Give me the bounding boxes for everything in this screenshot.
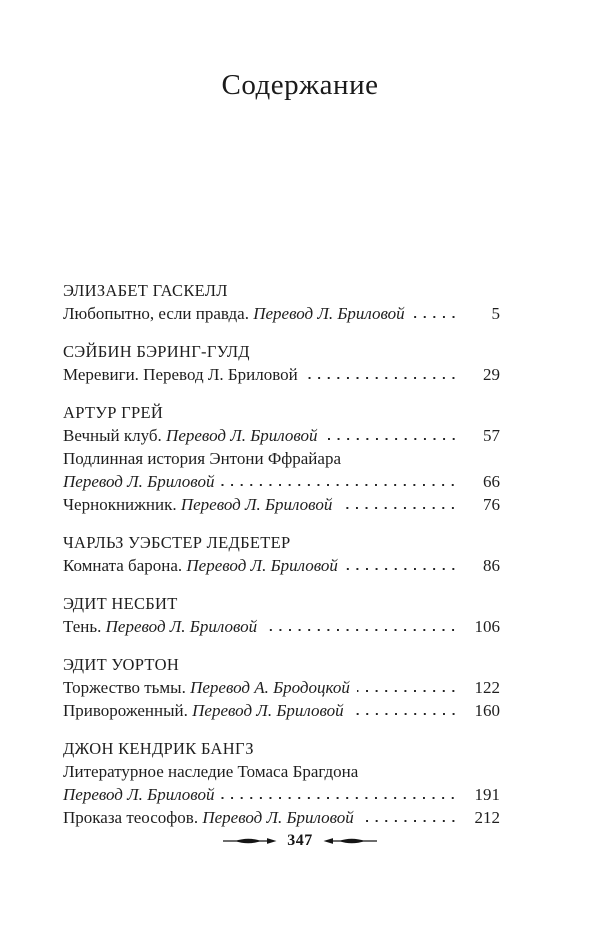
toc-entry-row (63, 493, 500, 516)
toc-entry-row (63, 554, 500, 577)
toc-section (63, 340, 500, 386)
toc-entry-title (63, 493, 332, 516)
toc-page-number: 66 (483, 472, 500, 491)
story-title-text: Тень. (63, 617, 106, 636)
dot-leader (221, 796, 458, 800)
toc-page-number: 191 (474, 785, 500, 804)
toc-section (63, 592, 500, 638)
table-of-contents (63, 279, 500, 829)
story-title-text: Меревиги. Перевод Л. Бриловой (63, 365, 298, 384)
page-title: Содержание (221, 69, 379, 101)
toc-author-heading: ЭДИТ УОРТОН (63, 655, 180, 674)
toc-author-heading: ЭДИТ НЕСБИТ (63, 594, 178, 613)
dot-leader (345, 567, 458, 571)
story-title-text: Подлинная история Энтони Ффрайара (63, 449, 341, 468)
toc-entry-row (63, 676, 500, 699)
toc-entry-row (63, 302, 500, 325)
toc-entry-title (63, 615, 257, 638)
translator-credit: Перевод Л. Бриловой (253, 304, 405, 323)
translator-credit: Перевод Л. Бриловой (105, 617, 258, 636)
toc-page-number: 57 (483, 426, 500, 445)
story-title-text: Вечный клуб. (63, 426, 167, 445)
story-title-text: Привороженный. (63, 701, 193, 720)
toc-entry-row (63, 699, 500, 722)
toc-author-heading: ДЖОН КЕНДРИК БАНГЗ (63, 739, 254, 758)
story-title-text: Литературное наследие Томаса Брагдона (63, 762, 359, 781)
toc-entry-row (63, 783, 500, 806)
dot-leader (357, 689, 458, 693)
toc-entry-row (63, 615, 500, 638)
toc-section (63, 401, 500, 516)
toc-entry-row (63, 447, 500, 470)
dot-leader (351, 712, 458, 716)
toc-entry-title (63, 470, 214, 493)
dot-leader (264, 628, 458, 632)
toc-author-heading: ЧАРЛЬЗ УЭБСТЕР ЛЕДБЕТЕР (63, 533, 291, 552)
dot-leader (361, 819, 458, 823)
dot-leader (339, 506, 458, 510)
toc-page-number: 160 (474, 701, 500, 720)
folio-number: 347 (287, 832, 313, 849)
dot-leader (325, 437, 458, 441)
toc-section (63, 279, 500, 325)
toc-page-number: 212 (474, 808, 500, 827)
toc-entry-title (63, 363, 298, 386)
story-title-text: Проказа теософов. (63, 808, 203, 827)
translator-credit: Перевод Л. Бриловой (166, 426, 318, 445)
toc-page-number: 122 (474, 678, 500, 697)
translator-credit: Перевод Л. Бриловой (202, 808, 354, 827)
toc-section (63, 653, 500, 722)
toc-entry-title (63, 554, 338, 577)
footer-ornament-right-icon (322, 835, 378, 847)
toc-page-number: 5 (491, 304, 500, 323)
toc-section (63, 531, 500, 577)
toc-entry-row (63, 470, 500, 493)
toc-entry-title (63, 806, 354, 829)
toc-section (63, 737, 500, 829)
translator-credit: Перевод Л. Бриловой (63, 472, 215, 491)
story-title-text: Торжество тьмы. (63, 678, 191, 697)
toc-entry-row (63, 424, 500, 447)
toc-page-number: 29 (483, 365, 500, 384)
toc-entry-title (63, 447, 341, 470)
translator-credit: Перевод Л. Бриловой (192, 701, 344, 720)
story-title-text: Любопытно, если правда. (63, 304, 254, 323)
toc-entry-title (63, 424, 318, 447)
toc-entry-row (63, 760, 500, 783)
page-footer (0, 832, 600, 850)
translator-credit: Перевод А. Бродоцкой (190, 678, 350, 697)
toc-entry-title (63, 699, 344, 722)
toc-page-number: 86 (483, 556, 500, 575)
story-title-text: Комната барона. (63, 556, 187, 575)
dot-leader (305, 376, 458, 380)
story-title-text: Чернокнижник. (63, 495, 181, 514)
toc-entry-title (63, 783, 214, 806)
toc-author-heading: СЭЙБИН БЭРИНГ-ГУЛД (63, 342, 250, 361)
toc-entry-row (63, 806, 500, 829)
translator-credit: Перевод Л. Бриловой (186, 556, 338, 575)
dot-leader (412, 315, 458, 319)
toc-page-number: 76 (483, 495, 500, 514)
toc-author-heading: АРТУР ГРЕЙ (63, 403, 164, 422)
toc-entry-title (63, 302, 405, 325)
dot-leader (221, 483, 458, 487)
toc-entry-row (63, 363, 500, 386)
translator-credit: Перевод Л. Бриловой (180, 495, 333, 514)
footer-ornament-left-icon (222, 835, 278, 847)
toc-entry-title (63, 760, 358, 783)
toc-page-number: 106 (474, 617, 500, 636)
toc-entry-title (63, 676, 350, 699)
translator-credit: Перевод Л. Бриловой (63, 785, 215, 804)
toc-author-heading: ЭЛИЗАБЕТ ГАСКЕЛЛ (63, 281, 228, 300)
